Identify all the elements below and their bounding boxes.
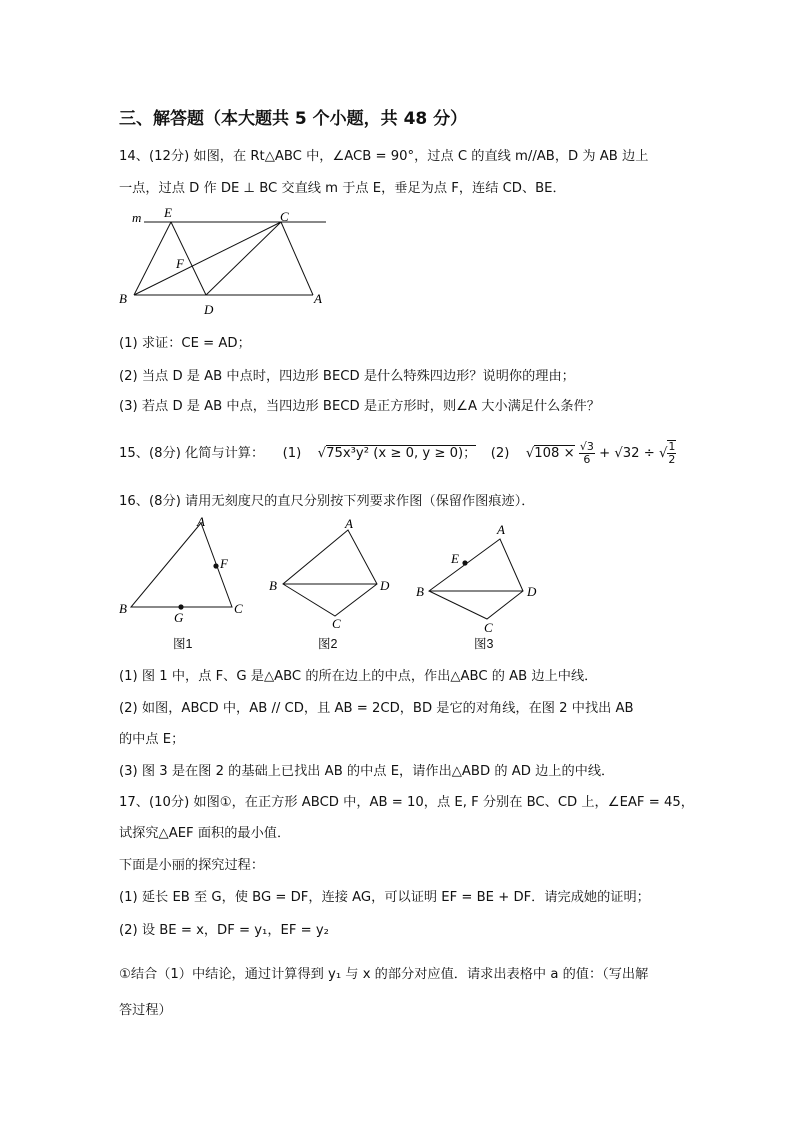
fig2-label-a: A: [345, 516, 353, 531]
label-m: m: [132, 210, 142, 225]
q14-figure: [118, 204, 340, 320]
section-title: 三、解答题（本大题共 5 个小题，共 48 分）: [119, 109, 468, 129]
q17-line-4: (1) 延长 EB 至 G，使 BG = DF，连接 AG，可以证明 EF = BE + DF．请完成她的证明；: [119, 890, 650, 905]
q14-line-2: 一点，过点 D 作 DE ⊥ BC 交直线 m 于点 E，垂足为点 F，连结 CD、BE．: [119, 181, 566, 196]
fig2-label-c: C: [332, 616, 341, 631]
q16-part-3: (3) 图 3 是在图 2 的基础上已找出 AB 的中点 E，请作出△ABD 的 AD 边上的中线．: [119, 764, 615, 779]
q17-line-7: 答过程）: [119, 1003, 172, 1018]
fig1-label-b: B: [119, 601, 127, 616]
q15-p2-frac1-den: 6: [583, 452, 591, 466]
label-b: B: [119, 291, 127, 306]
q17-line-5: (2) 设 BE = x，DF = y₁，EF = y₂: [119, 923, 329, 938]
q15-p1-radical: √75x³y² (x ≥ 0, y ≥ 0)；: [317, 446, 477, 461]
label-d: D: [204, 302, 214, 317]
fig3-label-e: E: [451, 551, 459, 566]
q16-figure-1: [116, 514, 252, 625]
q15-p2-frac2-den: 2: [668, 453, 676, 466]
fig2-label-d: D: [380, 578, 390, 593]
q15-p2-frac1-num: √3: [579, 439, 594, 453]
q16-line-1: 16、(8分) 请用无刻度尺的直尺分别按下列要求作图（保留作图痕迹）．: [119, 494, 535, 509]
q15-p2-b: + √32 ÷: [599, 446, 655, 461]
fig3-label-c: C: [484, 620, 493, 635]
q17-line-6: ①结合（1）中结论，通过计算得到 y₁ 与 x 的部分对应值．请求出表格中 a 的值：（写出解: [119, 967, 649, 982]
label-e: E: [164, 205, 172, 220]
caption-fig-2: 图2: [318, 637, 338, 651]
label-f: F: [176, 256, 184, 271]
caption-fig-1: 图1: [173, 637, 193, 651]
q15-prefix: 15、(8分) 化简与计算：: [119, 446, 265, 461]
q15-p2-a: 108 ×: [534, 446, 575, 461]
q15-p2-fraction-1: [579, 441, 595, 466]
label-c: C: [280, 209, 289, 224]
fig3-label-d: D: [527, 584, 537, 599]
q15-p2-radical-2: √: [658, 446, 668, 461]
q15-p1-label: (1): [282, 446, 302, 461]
fig3-label-b: B: [416, 584, 424, 599]
fig1-label-a: A: [197, 514, 205, 529]
q16-figure-3: [413, 514, 549, 635]
q17-line-3: 下面是小丽的探究过程：: [119, 858, 265, 873]
q15-p2-fraction-2: [667, 440, 676, 466]
q16-figure-2: [263, 514, 399, 631]
q14-line-1: 14、(12分) 如图，在 Rt△ABC 中，∠ACB = 90°，过点 C 的直线 m//AB，D 为 AB 边上: [119, 149, 649, 164]
q17-line-2: 试探究△AEF 面积的最小值．: [119, 826, 291, 841]
q17-line-1: 17、(10分) 如图①，在正方形 ABCD 中，AB = 10，点 E, F 分别在 BC、CD 上，∠EAF = 45，: [119, 795, 694, 810]
q14-part-3: (3) 若点 D 是 AB 中点，当四边形 BECD 是正方形时，则∠A 大小满足什么条件？: [119, 399, 600, 414]
q15-p1-expr: 75x³y² (x ≥ 0, y ≥ 0)；: [326, 446, 477, 461]
label-a: A: [314, 291, 322, 306]
q15-line: [119, 440, 676, 466]
q14-part-2: (2) 当点 D 是 AB 中点时，四边形 BECD 是什么特殊四边形？说明你的理由；: [119, 369, 575, 384]
fig1-label-f: F: [220, 556, 228, 571]
q16-part-2b: 的中点 E；: [119, 732, 185, 747]
q16-part-1: (1) 图 1 中，点 F、G 是△ABC 的所在边上的中点，作出△ABC 的 AB 边上中线．: [119, 669, 598, 684]
fig1-label-g: G: [174, 610, 184, 625]
fig2-label-b: B: [269, 578, 277, 593]
caption-fig-3: 图3: [474, 637, 494, 651]
q15-p2-frac2-num: 1: [668, 440, 676, 453]
q16-part-2a: (2) 如图，ABCD 中，AB // CD，且 AB = 2CD，BD 是它的对角线，在图 2 中找出 AB: [119, 701, 634, 716]
q15-p2-radical: √108 ×: [525, 446, 575, 461]
fig1-label-c: C: [234, 601, 243, 616]
q15-p2-label: (2): [490, 446, 510, 461]
q14-part-1: (1) 求证：CE = AD；: [119, 336, 251, 351]
fig3-label-a: A: [497, 522, 505, 537]
